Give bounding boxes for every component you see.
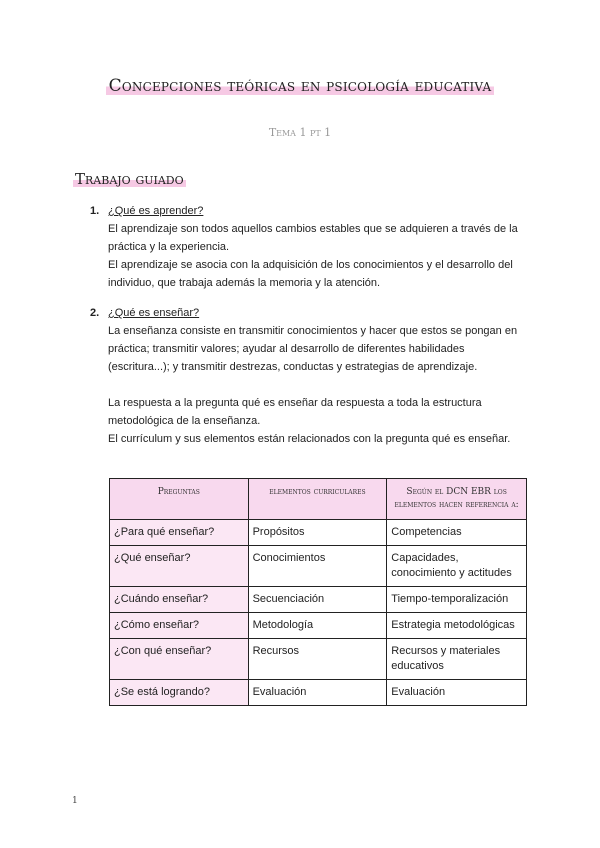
- cell-reference: Recursos y materiales educativos: [387, 639, 527, 680]
- answer-line: individuo, que trabaja además la memoria y la atención.: [108, 277, 381, 289]
- cell-reference: Capacidades, conocimiento y actitudes: [387, 546, 527, 587]
- answer-line: La respuesta a la pregunta qué es enseñar da respuesta a toda la estructura: [108, 397, 482, 409]
- page-subtitle: Tema 1 pt 1: [268, 126, 332, 139]
- curriculum-table: [109, 478, 527, 706]
- answer-line: El aprendizaje son todos aquellos cambios estables que se adquieren a través de la: [108, 223, 518, 235]
- answer-line: metodológica de la enseñanza.: [108, 415, 261, 427]
- table-row: [110, 587, 527, 613]
- cell-element: Propósitos: [248, 520, 387, 546]
- header-dcn: Según el DCN EBR los elementos hacen referencia a:: [387, 479, 527, 520]
- cell-element: Conocimientos: [248, 546, 387, 587]
- title-container: [0, 76, 600, 96]
- question-number: 2.: [90, 307, 100, 319]
- cell-reference: Estrategia metodológicas: [387, 613, 527, 639]
- section-heading: Trabajo guiado: [75, 170, 184, 188]
- answer-line: (escritura...); y transmitir destrezas, conductas y estrategias de aprendizaje.: [108, 361, 478, 373]
- cell-element: Secuenciación: [248, 587, 387, 613]
- question-row: [90, 202, 530, 220]
- cell-question: ¿Para qué enseñar?: [110, 520, 249, 546]
- header-preguntas: Preguntas: [110, 479, 249, 520]
- answer-line: El currículum y sus elementos están relacionados con la pregunta qué es enseñar.: [108, 433, 511, 445]
- table-header-row: [110, 479, 527, 520]
- cell-question: ¿Cuándo enseñar?: [110, 587, 249, 613]
- page-number: 1: [72, 796, 78, 806]
- header-elementos: elementos curriculares: [248, 479, 387, 520]
- question-block-1: [90, 202, 530, 292]
- answer-line: La enseñanza consiste en transmitir conocimientos y hacer que estos se pongan en: [108, 325, 518, 337]
- cell-element: Recursos: [248, 639, 387, 680]
- cell-question: ¿Qué enseñar?: [110, 546, 249, 587]
- cell-element: Metodología: [248, 613, 387, 639]
- cell-question: ¿Cómo enseñar?: [110, 613, 249, 639]
- answer-paragraph: [90, 220, 530, 292]
- table-row: [110, 520, 527, 546]
- table-row: [110, 546, 527, 587]
- table-row: [110, 639, 527, 680]
- question-text: ¿Qué es enseñar?: [108, 307, 200, 319]
- cell-question: ¿Se está logrando?: [110, 680, 249, 706]
- table-row: [110, 680, 527, 706]
- cell-question: ¿Con qué enseñar?: [110, 639, 249, 680]
- page-title: Concepciones teóricas en psicología educativa: [106, 76, 495, 96]
- cell-reference: Competencias: [387, 520, 527, 546]
- cell-element: Evaluación: [248, 680, 387, 706]
- answer-line: práctica; transmitir valores; ayudar al desarrollo de diferentes habilidades: [108, 343, 465, 355]
- cell-reference: Tiempo-temporalización: [387, 587, 527, 613]
- answer-paragraph: [90, 322, 530, 448]
- answer-line: El aprendizaje se asocia con la adquisición de los conocimientos y el desarrollo del: [108, 259, 513, 271]
- question-row: [90, 304, 530, 322]
- table-row: [110, 613, 527, 639]
- question-block-2: [90, 304, 530, 448]
- question-number: 1.: [90, 205, 100, 217]
- cell-reference: Evaluación: [387, 680, 527, 706]
- question-text: ¿Qué es aprender?: [108, 205, 204, 217]
- answer-line: práctica y la experiencia.: [108, 241, 230, 253]
- paragraph-gap: [108, 376, 530, 394]
